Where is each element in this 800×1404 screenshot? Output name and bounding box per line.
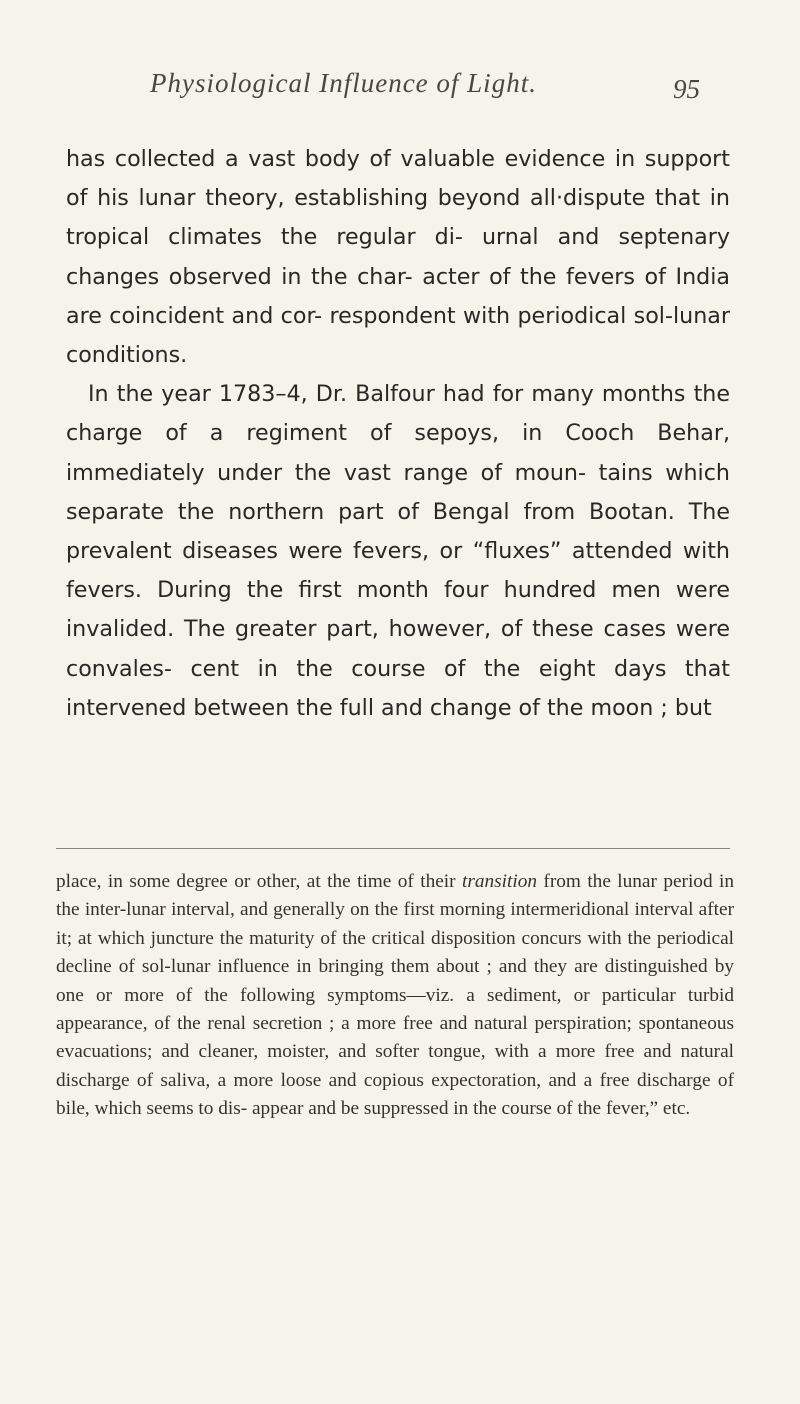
footnote-text-start: place, in some degree or other, at the time of their [56, 871, 463, 892]
page-number: 95 [673, 74, 700, 104]
main-text [66, 140, 730, 728]
page-header [150, 60, 700, 110]
footnote-divider [56, 848, 730, 849]
paragraph-balfour: In the year 1783–4, Dr. Balfour had for many months the charge of a regiment of sepoys, in Cooch Behar, immediately under the vast range of moun- tains which separate the northern part of Bengal from Bootan. The prevalent diseases were fevers, or “fluxes” attended with fevers. During the first month four hundred men were invalided. The greater part, however, of these cases were convales- cent in the course of the eight days that intervened between the full and change of the moon ; but [66, 381, 730, 721]
footnote-text-end: from the lunar period in the inter-lunar interval, and generally on the first morning intermeridional interval after it; at which juncture the maturity of the critical disposition concurs with the periodical decline of sol-lunar influence in bringing them about ; and they are distinguished by one or more of the following symptoms—viz. a sediment, or particular turbid appearance, of the renal secretion ; a more free and natural perspiration; spontaneous evacuations; and cleaner, moister, and softer tongue, with a more free and natural discharge of saliva, a more loose and copious expectoration, and a free discharge of bile, which seems to dis- appear and be suppressed in the course of the fever,” etc. [56, 871, 735, 1120]
paragraph-continued: has collected a vast body of valuable evidence in support of his lunar theory, establishing beyond all·dispute that in tropical climates the regular di- urnal and septenary changes observed in the char- acter of the fevers of India are coincident and cor- respondent with periodical sol-lunar conditions. [66, 146, 730, 369]
footnote-italic-term: transition [462, 871, 538, 892]
footnote [56, 868, 734, 1124]
running-title: Physiological Influence of Light. [150, 68, 537, 98]
